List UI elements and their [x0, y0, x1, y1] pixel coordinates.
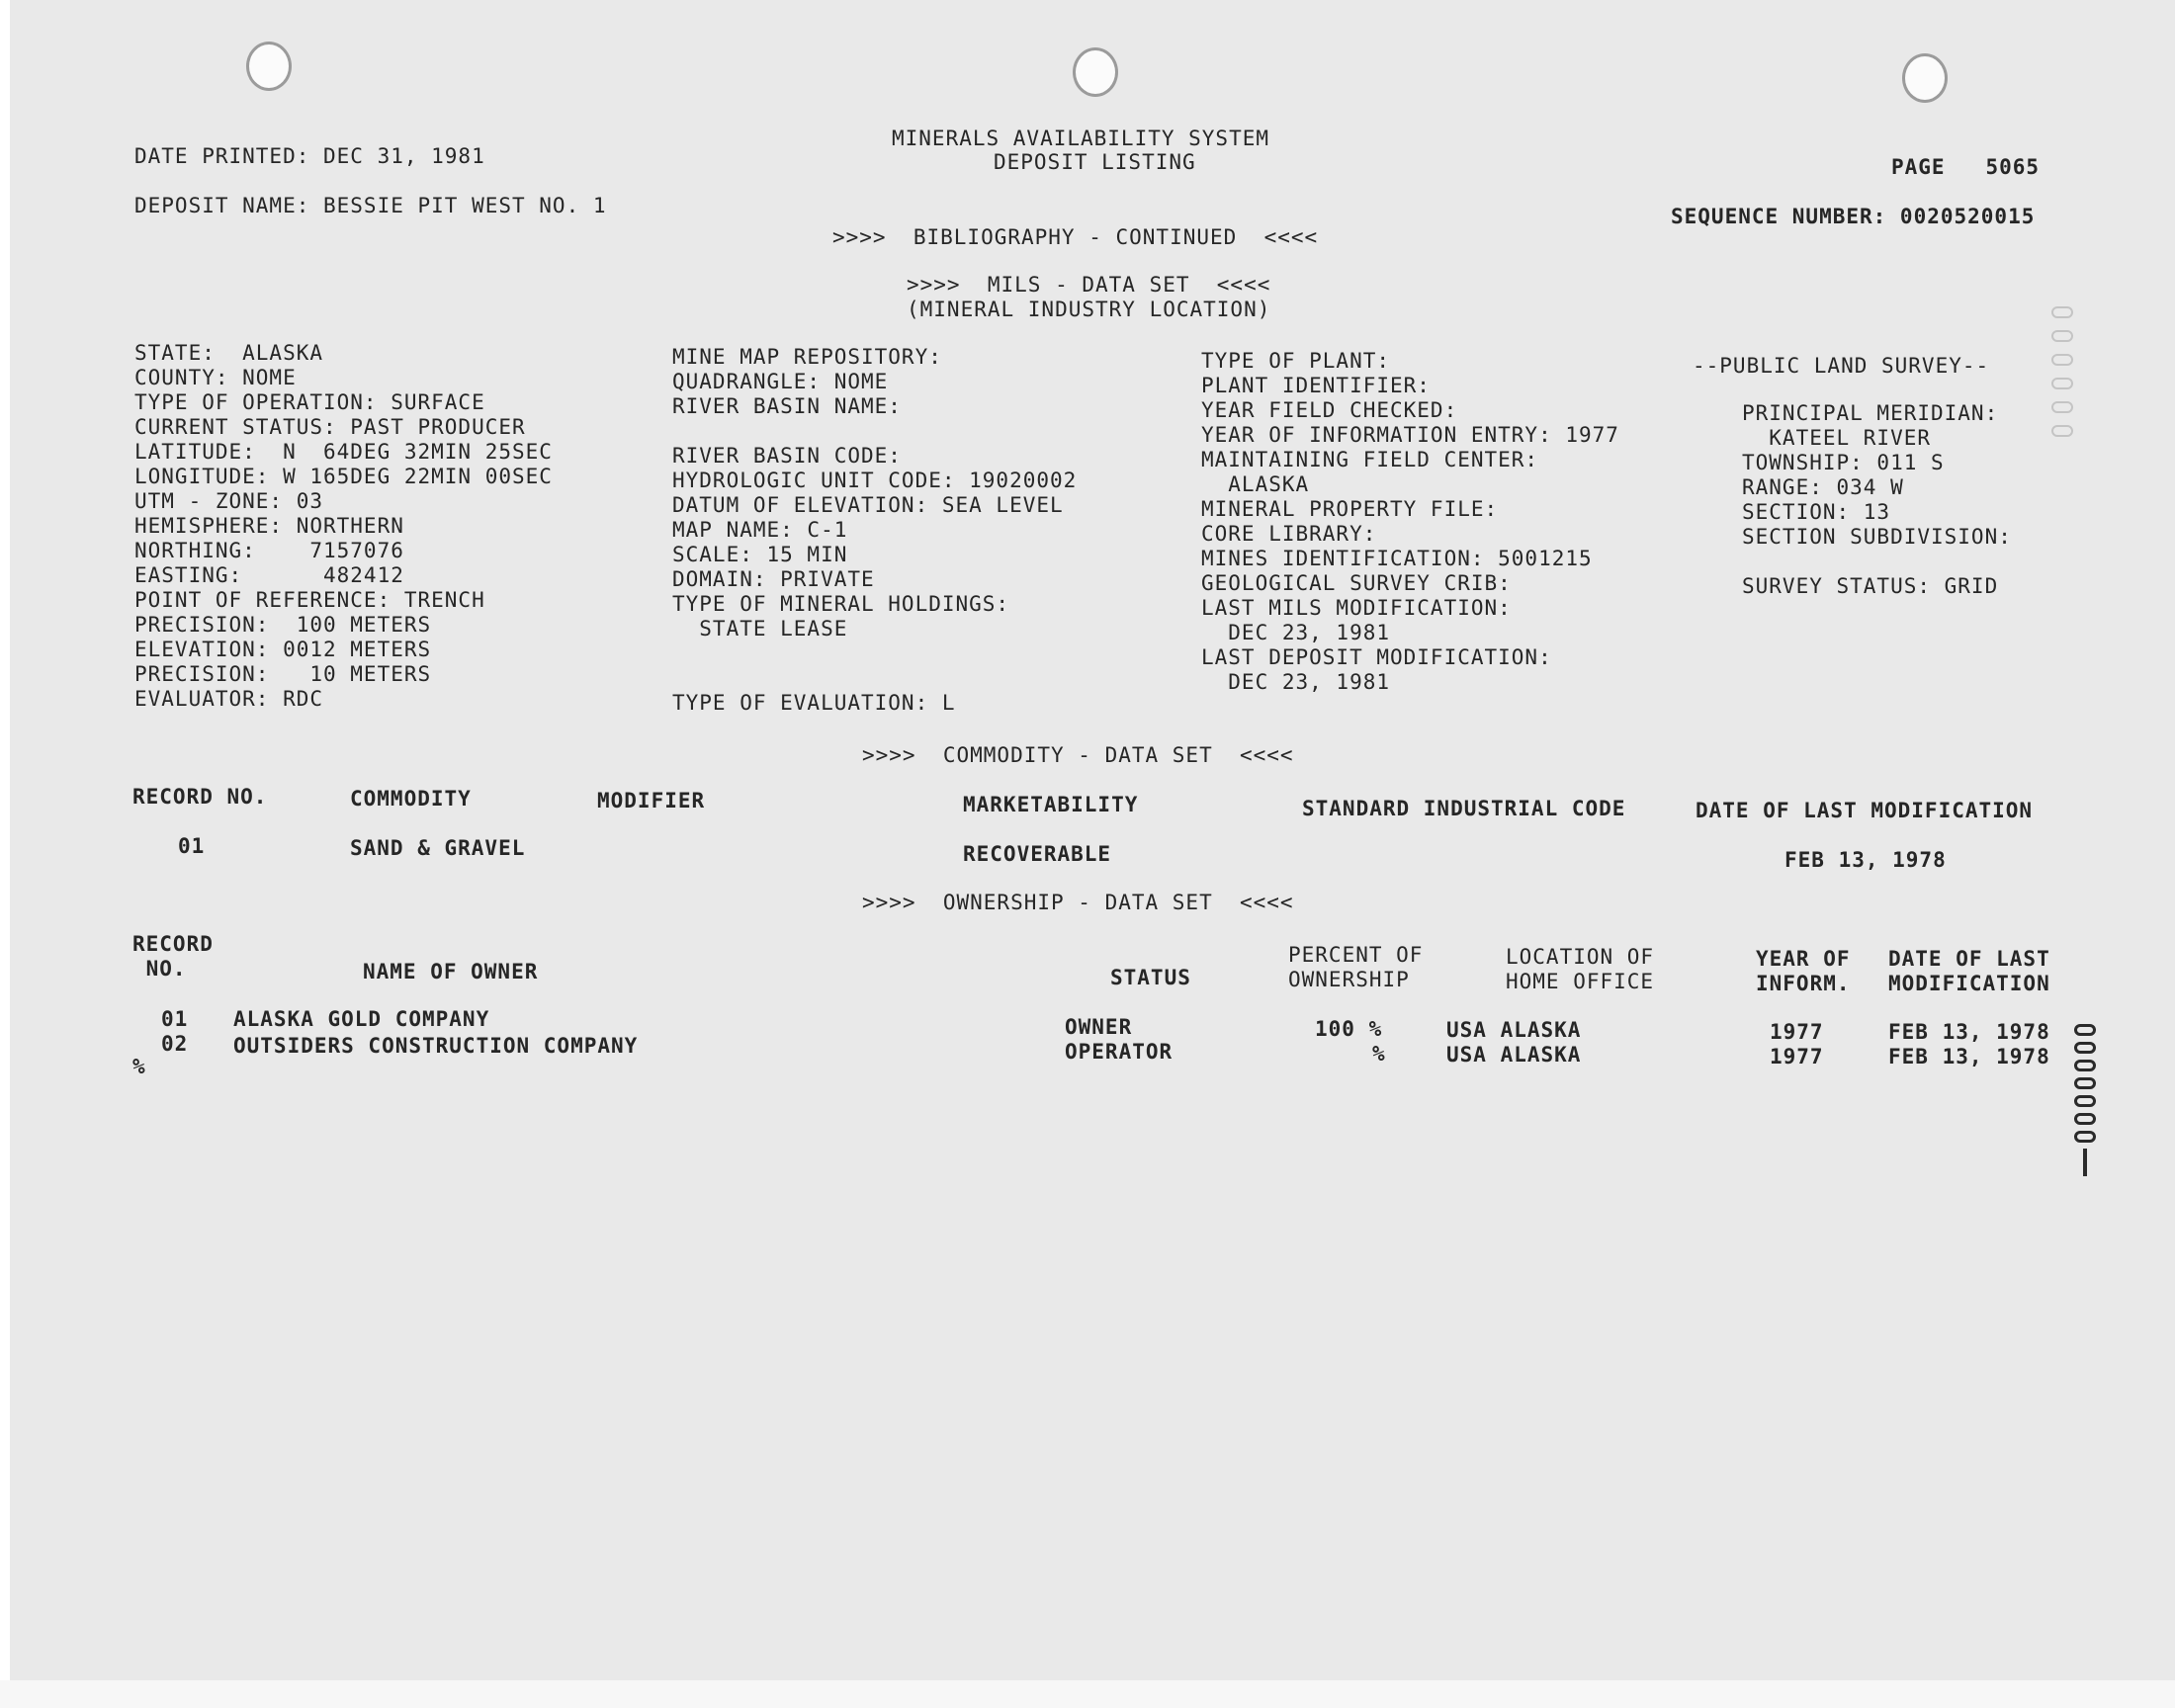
- owner-row-1-record: 01: [161, 1007, 189, 1031]
- commodity-header-commodity: COMMODITY: [350, 787, 472, 811]
- mils-plant-field-line: MINERAL PROPERTY FILE:: [1201, 497, 1499, 521]
- sequence-number: SEQUENCE NUMBER: 0020520015: [1671, 205, 2036, 228]
- mils-plant-field-line: MAINTAINING FIELD CENTER:: [1201, 448, 1539, 471]
- mils-mapping-field-line: SCALE: 15 MIN: [672, 543, 848, 566]
- mils-plant-field-line: GEOLOGICAL SURVEY CRIB:: [1201, 571, 1512, 595]
- mils-location-field-line: UTM - ZONE: 03: [134, 489, 324, 513]
- listing-title: DEPOSIT LISTING: [994, 150, 1196, 174]
- mils-plant-field-line: YEAR OF INFORMATION ENTRY: 1977: [1201, 423, 1619, 447]
- commodity-header-modifier: MODIFIER: [597, 789, 706, 812]
- owner-row-1-percent: 100 %: [1315, 1017, 1383, 1041]
- mils-mapping-field-line: MAP NAME: C-1: [672, 518, 848, 542]
- commodity-row-commodity: SAND & GRAVEL: [350, 836, 526, 860]
- mils-plant-field-line: ALASKA: [1201, 472, 1310, 496]
- edge-code-marks: [2074, 1024, 2096, 1176]
- owner-row-2-year: 1977: [1770, 1045, 1824, 1068]
- mils-plant-field-line: DEC 23, 1981: [1201, 670, 1391, 694]
- printout-page: [10, 0, 2175, 1680]
- mils-mapping-field-line: HYDROLOGIC UNIT CODE: 19020002: [672, 469, 1078, 492]
- land-survey-field-line: SECTION SUBDIVISION:: [1742, 525, 2012, 549]
- deposit-name: DEPOSIT NAME: BESSIE PIT WEST NO. 1: [134, 194, 607, 217]
- commodity-header-record: RECORD NO.: [132, 785, 268, 809]
- mils-plant-field-line: PLANT IDENTIFIER:: [1201, 374, 1431, 397]
- owner-row-1-name: ALASKA GOLD COMPANY: [233, 1007, 490, 1031]
- owner-row-1-year: 1977: [1770, 1020, 1824, 1044]
- mils-mapping-field-line: DOMAIN: PRIVATE: [672, 567, 875, 591]
- owner-row-2-percent: %: [1372, 1042, 1386, 1066]
- mils-location-field-line: EVALUATOR: RDC: [134, 687, 324, 711]
- owner-row-1-date: FEB 13, 1978: [1888, 1020, 2050, 1044]
- ownership-header-year-2: INFORM.: [1756, 972, 1851, 995]
- mils-plant-field-line: LAST MILS MODIFICATION:: [1201, 596, 1512, 620]
- ownership-header-status: STATUS: [1110, 966, 1191, 989]
- land-survey-field-line: TOWNSHIP: 011 S: [1742, 451, 1945, 474]
- mils-plant-field-line: LAST DEPOSIT MODIFICATION:: [1201, 645, 1552, 669]
- mils-mapping-field-line: STATE LEASE: [672, 617, 848, 640]
- ownership-header-record-1: RECORD: [132, 932, 214, 956]
- mils-location-field-line: TYPE OF OPERATION: SURFACE: [134, 390, 485, 414]
- ownership-header-percent-2: OWNERSHIP: [1288, 968, 1410, 991]
- mils-mapping-field-line: TYPE OF EVALUATION: L: [672, 691, 956, 715]
- mils-mapping-field-line: QUADRANGLE: NOME: [672, 370, 889, 393]
- mils-location-field-line: EASTING: 482412: [134, 563, 404, 587]
- mils-location-field-line: ELEVATION: 0012 METERS: [134, 638, 432, 661]
- commodity-header-marketability: MARKETABILITY: [963, 793, 1139, 816]
- commodity-row-last-modification: FEB 13, 1978: [1784, 848, 1947, 872]
- ownership-header-name: NAME OF OWNER: [363, 960, 539, 983]
- scan-bottom-strip: [0, 1680, 2175, 1708]
- ownership-header-record-2: NO.: [132, 957, 187, 981]
- mils-location-field-line: STATE: ALASKA: [134, 341, 324, 365]
- mils-location-field-line: CURRENT STATUS: PAST PRODUCER: [134, 415, 526, 439]
- mils-location-field-line: PRECISION: 100 METERS: [134, 613, 432, 637]
- mils-subtitle: (MINERAL INDUSTRY LOCATION): [907, 298, 1271, 321]
- date-printed: DATE PRINTED: DEC 31, 1981: [134, 144, 485, 168]
- mils-mapping-field-line: MINE MAP REPOSITORY:: [672, 345, 942, 369]
- punch-hole-center: [1073, 47, 1118, 97]
- faint-edge-marks: [2051, 306, 2073, 449]
- commodity-row-marketability: RECOVERABLE: [963, 842, 1112, 866]
- mils-plant-field-line: DEC 23, 1981: [1201, 621, 1391, 644]
- ownership-header-year-1: YEAR OF: [1756, 947, 1851, 971]
- mils-plant-field-line: CORE LIBRARY:: [1201, 522, 1377, 546]
- owner-row-2-record: 02: [161, 1032, 189, 1056]
- land-survey-field-line: RANGE: 034 W: [1742, 475, 1904, 499]
- ownership-header-percent-1: PERCENT OF: [1288, 943, 1424, 967]
- ownership-header-date-2: MODIFICATION: [1888, 972, 2050, 995]
- commodity-heading: >>>> COMMODITY - DATA SET <<<<: [862, 743, 1294, 767]
- mils-plant-field-line: MINES IDENTIFICATION: 5001215: [1201, 547, 1593, 570]
- land-survey-field-line: PRINCIPAL MERIDIAN:: [1742, 401, 1999, 425]
- commodity-header-sic: STANDARD INDUSTRIAL CODE: [1302, 797, 1626, 820]
- mils-plant-field-line: TYPE OF PLANT:: [1201, 349, 1391, 373]
- mils-mapping-field-line: TYPE OF MINERAL HOLDINGS:: [672, 592, 1010, 616]
- ownership-header-location-2: HOME OFFICE: [1506, 970, 1655, 993]
- end-of-record-marker: %: [132, 1055, 146, 1078]
- mils-location-field-line: HEMISPHERE: NORTHERN: [134, 514, 404, 538]
- owner-row-1-location: USA ALASKA: [1446, 1018, 1582, 1042]
- page-number: PAGE 5065: [1891, 155, 2041, 179]
- mils-mapping-field-line: DATUM OF ELEVATION: SEA LEVEL: [672, 493, 1064, 517]
- land-survey-field-line: SURVEY STATUS: GRID: [1742, 574, 1999, 598]
- mils-location-field-line: POINT OF REFERENCE: TRENCH: [134, 588, 485, 612]
- mils-heading: >>>> MILS - DATA SET <<<<: [907, 273, 1271, 297]
- punch-hole-left: [246, 42, 292, 91]
- land-survey-field-line: KATEEL RIVER: [1742, 426, 1932, 450]
- owner-row-2-date: FEB 13, 1978: [1888, 1045, 2050, 1068]
- mils-mapping-field-line: RIVER BASIN NAME:: [672, 394, 902, 418]
- ownership-heading: >>>> OWNERSHIP - DATA SET <<<<: [862, 891, 1294, 914]
- mils-location-field-line: LATITUDE: N 64DEG 32MIN 25SEC: [134, 440, 553, 464]
- mils-location-field-line: PRECISION: 10 METERS: [134, 662, 432, 686]
- owner-row-2-status: OPERATOR: [1065, 1040, 1174, 1064]
- owner-row-2-name: OUTSIDERS CONSTRUCTION COMPANY: [233, 1034, 639, 1058]
- system-title: MINERALS AVAILABILITY SYSTEM: [892, 127, 1270, 150]
- mils-mapping-field-line: RIVER BASIN CODE:: [672, 444, 902, 468]
- land-survey-field-line: SECTION: 13: [1742, 500, 1891, 524]
- owner-row-1-status: OWNER: [1065, 1015, 1133, 1039]
- punch-hole-right: [1902, 53, 1948, 103]
- public-land-survey-title: --PUBLIC LAND SURVEY--: [1693, 354, 1990, 378]
- commodity-header-last-modification: DATE OF LAST MODIFICATION: [1696, 799, 2034, 822]
- owner-row-2-location: USA ALASKA: [1446, 1043, 1582, 1067]
- commodity-row-record: 01: [178, 834, 206, 858]
- mils-location-field-line: LONGITUDE: W 165DEG 22MIN 00SEC: [134, 465, 553, 488]
- mils-plant-field-line: YEAR FIELD CHECKED:: [1201, 398, 1458, 422]
- ownership-header-location-1: LOCATION OF: [1506, 945, 1655, 969]
- mils-location-field-line: NORTHING: 7157076: [134, 539, 404, 562]
- mils-location-field-line: COUNTY: NOME: [134, 366, 297, 389]
- ownership-header-date-1: DATE OF LAST: [1888, 947, 2050, 971]
- bibliography-heading: >>>> BIBLIOGRAPHY - CONTINUED <<<<: [832, 225, 1319, 249]
